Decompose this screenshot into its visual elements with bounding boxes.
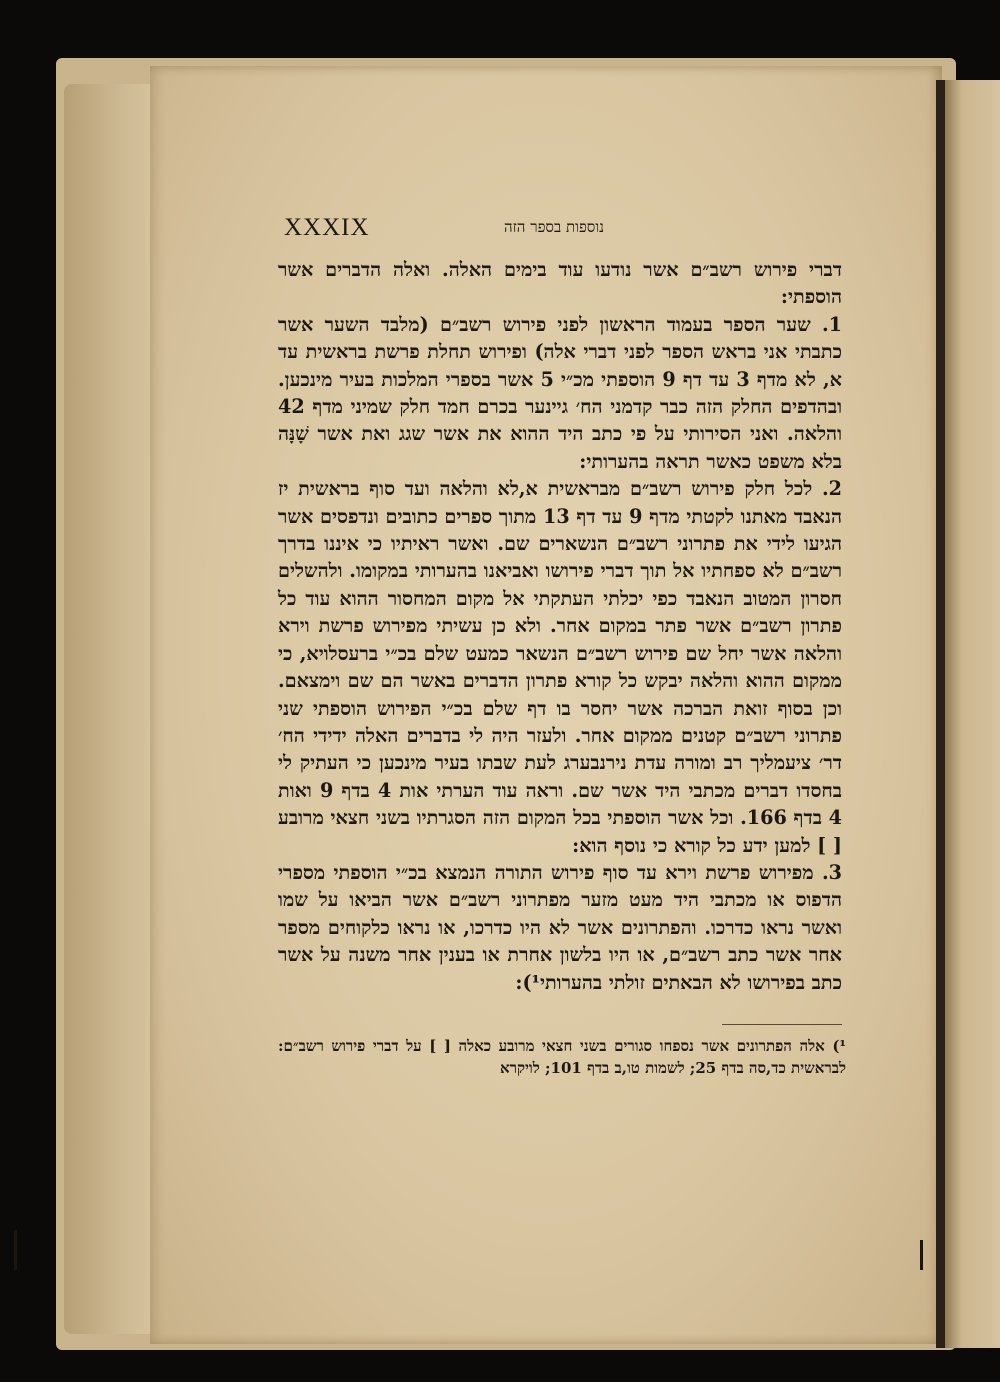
paragraph: 2. לכל חלק פירוש רשב״ם מבראשית א,לא והלאה ועד סוף בראשית יז הנאבד מאתנו לקטתי מדף 9 עד דף 13 מתוך ספרים כתובים ונדפסים אשר הגיעו לידי את פתרוני רשב״ם הנשארים שם. ואשר ראיתיו כי איננו בדרך רשב״ם לא ספחתיו אל תוך דברי פירושו ואביאנו בהערותי במקומו. ולהשלים חסרון המטוב הנאבד כפי יכלתי העתקתי אל מקום המחסור ההוא עוד כל פתרון רשב״ם אשר פתר במקום אחר. ולא כן עשיתי מפירוש פרשת וירא והלאה אשר יחל שם פירוש רשב״ם הנשאר כמעט שלם בכ״י ברעסלויא, כי ממקום ההוא והלאה יבקש כל קורא פתרון הדברים באשר הם שם וימצאם. וכן בסוף זואת הברכה אשר יחסר בו דף שלם בכ״י הפירוש הוספתי שני פתרוני רשב״ם קטנים ממקום אחר. ולעזר היה לי בדברים האלה ידידי הח׳ דר׳ ציעמליך רב ומורה עדת נירנבערג לעת שבתו בעיר מינכען כי העתיק לי בחסדו דברים מכתבי היד אשר שם. וראה עוד הערתי אות 4 בדף 9 ואות 4 בדף 166. וכל אשר הוספתי בכל המקום הזה הסגרתיו בשני חצאי מרובע [ ] למען ידע כל קורא כי נוסף הוא: <box>278 477 843 857</box>
next-page-edge <box>945 80 1000 1348</box>
page-header <box>278 214 842 246</box>
paragraph: דברי פירוש רשב״ם אשר נודעו עוד בימים האלה. ואלה הדברים אשר הוספתי: <box>278 258 842 309</box>
running-title: נוספות בספר הזה <box>504 218 605 236</box>
left-page-edges <box>64 84 160 1334</box>
margin-pencil-mark <box>14 1230 17 1270</box>
footnote-divider <box>722 1024 842 1025</box>
margin-pencil-mark <box>920 1240 923 1270</box>
page-content <box>278 214 846 1079</box>
paragraph: 1. שער הספר בעמוד הראשון לפני פירוש רשב״ם (מלבד השער אשר כתבתי אני בראש הספר לפני דברי אלה) ופירוש תחלת פרשת בראשית עד א, לא מדף 3 עד דף 9 הוספתי מכ״י 5 אשר בספרי המלכות בעיר מינכען. ובהדפים החלק הזה כבר קדמני הח׳ גיינער בכרם חמד חלק שמיני מדף 42 והלאה. ואני הסירותי על פי כתב היד ההוא את אשר שגג ואת אשר שָׁנָּה בלא משפט כאשר תראה בהערותי: <box>278 312 842 473</box>
paragraph: 3. מפירוש פרשת וירא עד סוף פירוש התורה הנמצא בכ״י הוספתי מספרי הדפוס או מכתבי היד מעט מזער מפתרוני רשב״ם אשר הביאו על שמו ואשר נראו כדרכו. והפתרונים אשר לא היו כדרכו, או נראו כלקוחים מספר אחר אשר כתב רשב״ם, או היו בלשון אחרת או בענין אחר משנה על אשר כתב בפירושו לא הבאתים זולתי בהערותי¹): <box>278 860 842 994</box>
body-text <box>278 256 842 996</box>
footnote: ¹) אלה הפתרונים אשר נספחו סגורים בשני חצאי מרובע כאלה [ ] על דברי פירוש רשב״ם: לבראשית כד,סה בדף 25; לשמות טו,ב בדף 101; לויקרא <box>278 1036 846 1077</box>
page-number: XXXIX <box>284 214 370 241</box>
